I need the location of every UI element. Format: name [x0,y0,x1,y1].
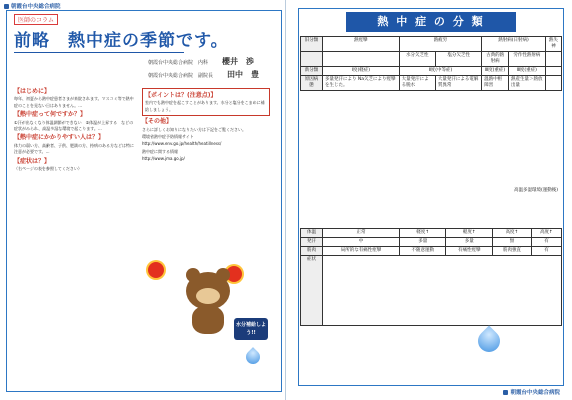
left-column [14,86,136,173]
bear-illustration [178,268,238,340]
section-text: 体力の弱い方、高齢者、子供、肥満の方、持病のある方などは特に注意が必要です。... [14,142,134,155]
authors [148,56,259,82]
section-text: ①汗が出なくなり体温調節ができない ②体温が上昇する などの症状がみられ、高温多湿な環境で起こります。... [14,119,134,132]
column-tab: 医師のコラム [14,14,58,25]
sun-icon [148,262,164,278]
hydration-badge: 水分補給しよう!! [234,318,268,340]
classification-table: 旧分類 熱痙攣 熱疲労 熱射病(日射病) 熱失神 水分欠乏性 塩分欠乏性 古典的熱射病 労作性熱射病 新分類 Ⅰ度(軽症) Ⅱ度(中等症) Ⅲ度(重症) Ⅲ度(重症) 原因病態 多量発汗により Na欠乏により痙攣を生じた。 大量発汗による脱水 大量発汗による電解質異常 温熱中枢障害 熱産生量＞熱放出量 [300,36,562,91]
environment-note: 高温多湿環境(運動後) [514,188,559,193]
section-text: 毎年、初夏から熱中症患者さまが来院されます。マスコミ等で熱中症のことを見ない日はありません。... [14,96,134,108]
section-heading: 【熱中症にかかりやすい人は？】 [14,134,105,142]
author-1: 朝霞台中央総合病院 内科 櫻井 渉 [148,57,255,66]
right-column [142,86,270,164]
right-page [286,0,572,400]
points-heading: 【ポイントは？(注意点)】 [145,92,217,99]
section-heading: 【症状は？】 [14,157,51,165]
hospital-logo: 朝霞台中央総合病院 [503,388,560,396]
section-text: （右ページの表を参照してください） [14,166,82,172]
table-title: 熱 中 症 の 分 類 [346,12,516,32]
link-url[interactable]: http://www.env.go.jp/health/heatillness/ [142,141,222,147]
hospital-mark-icon [503,390,508,395]
author-2: 朝霞台中央総合病院 副院長 田中 豊 [148,70,260,79]
symptoms-table: 体温 正常 軽度↑ 軽度↑ 高度↑ 高度↑ 発汗 中 多量 多量 無 有 筋肉 局所的な有痛性痙攣 不随意運動 有痛性痙攣 筋肉強直 有 症状 [300,228,562,326]
points-text: 室内でも熱中症を起こすことがあります。水分と塩分をこまめに補給しましょう。 [145,100,265,112]
link-label: 熱中症に関する情報 [142,148,178,154]
title-underline [14,52,184,53]
points-box [142,88,270,116]
section-heading: 【はじめに】 [14,88,51,95]
page-title: 前略 熱中症の季節です。 [14,31,229,51]
link-label: 環境省熱中症予防情報サイト [142,134,194,140]
other-text: さらに詳しくお知りになりたい方は下記をご覧ください。 [142,126,246,132]
other-heading: 【その他】 [142,118,173,126]
section-heading: 【熱中症って何ですか？】 [14,111,87,119]
hospital-logo: 朝霞台中央総合病院 [4,2,61,10]
hospital-mark-icon [4,4,9,9]
link-url[interactable]: http://www.jma.go.jp/ [142,156,185,162]
